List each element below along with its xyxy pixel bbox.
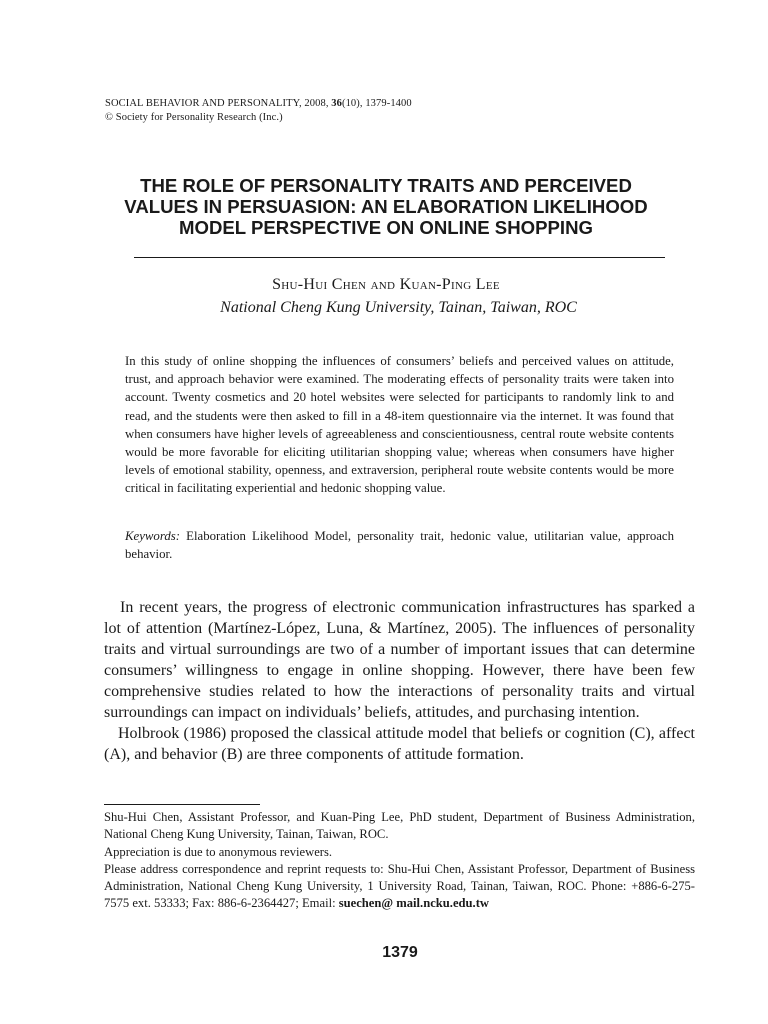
paper-title-line: MODEL PERSPECTIVE ON ONLINE SHOPPING	[179, 217, 593, 238]
author-names: Shu-Hui Chen and Kuan-Ping Lee	[272, 276, 500, 293]
page-number: 1379	[382, 944, 418, 961]
journal-issue-pages: (10), 1379-1400	[341, 98, 412, 109]
title-divider	[134, 257, 665, 258]
copyright-notice: © Society for Personality Research (Inc.)	[105, 112, 283, 123]
paper-title-line: VALUES IN PERSUASION: AN ELABORATION LIKELIHOOD	[124, 196, 648, 217]
keywords	[125, 527, 674, 563]
journal-name: SOCIAL BEHAVIOR AND PERSONALITY, 2008,	[105, 98, 332, 109]
journal-volume: 36	[331, 98, 342, 109]
email-link[interactable]: suechen@ mail.ncku.edu.tw	[338, 896, 489, 911]
paper-title-line: THE ROLE OF PERSONALITY TRAITS AND PERCEIVED	[140, 175, 632, 196]
abstract: In this study of online shopping the influences of consumers’ beliefs and perceived values on attitude, trust, and approach behavior were examined. The moderating effects of personality traits were taken into account. Twenty cosmetics and 20 hotel websites were selected for participants to randomly link to and read, and the students were then asked to fill in a 48-item questionnaire via the internet. It was found that when consumers have higher levels of agreeableness and conscientiousness, central route website contents would be more favorable for eliciting utilitarian shopping value; whereas when consumers have higher levels of emotional stability, openness, and extraversion, peripheral route website contents would be more critical in facilitating experiential and hedonic shopping value.	[125, 354, 674, 496]
keywords-text: Elaboration Likelihood Model, personality trait, hedonic value, utilitarian value, approach behavior.	[125, 529, 674, 562]
footnote-appreciation: Appreciation is due to anonymous reviewers.	[104, 844, 333, 859]
correspondence-text: Please address correspondence and reprint requests to: Shu-Hui Chen, Assistant Professor, Department of Business Administration, National Cheng Kung University, 1 University Road, Tainan, Taiwan, ROC. Phone: +886-6-275-7575 ext. 53333; Fax: 886-6-2364427; Email:	[104, 861, 695, 911]
body-paragraph: Holbrook (1986) proposed the classical attitude model that beliefs or cognition (C), affect (A), and behavior (B) are three components of attitude formation.	[104, 725, 695, 763]
footnotes	[104, 809, 695, 913]
author-affiliation: National Cheng Kung University, Tainan, Taiwan, ROC	[220, 299, 577, 316]
journal-citation	[105, 97, 412, 111]
footnote-correspondence	[104, 861, 695, 913]
keywords-label: Keywords:	[125, 529, 180, 543]
body-paragraph: In recent years, the progress of electronic communication infrastructures has sparked a lot of attention (Martínez-López, Luna, & Martínez, 2005). The influences of personality traits and virtual surroundings are two of a number of important issues that can determine consumers’ willingness to engage in online shopping. However, there have been few comprehensive studies related to how the interactions of personality traits and virtual surroundings can impact on individuals’ beliefs, attitudes, and purchasing intention.	[104, 599, 695, 721]
footnote-divider	[104, 804, 260, 805]
body-text	[104, 597, 695, 765]
journal-reference	[105, 97, 412, 125]
footnote-authors: Shu-Hui Chen, Assistant Professor, and Kuan-Ping Lee, PhD student, Department of Business Administration, National Cheng Kung University, Tainan, Taiwan, ROC.	[104, 810, 695, 842]
paper-title	[96, 175, 676, 238]
